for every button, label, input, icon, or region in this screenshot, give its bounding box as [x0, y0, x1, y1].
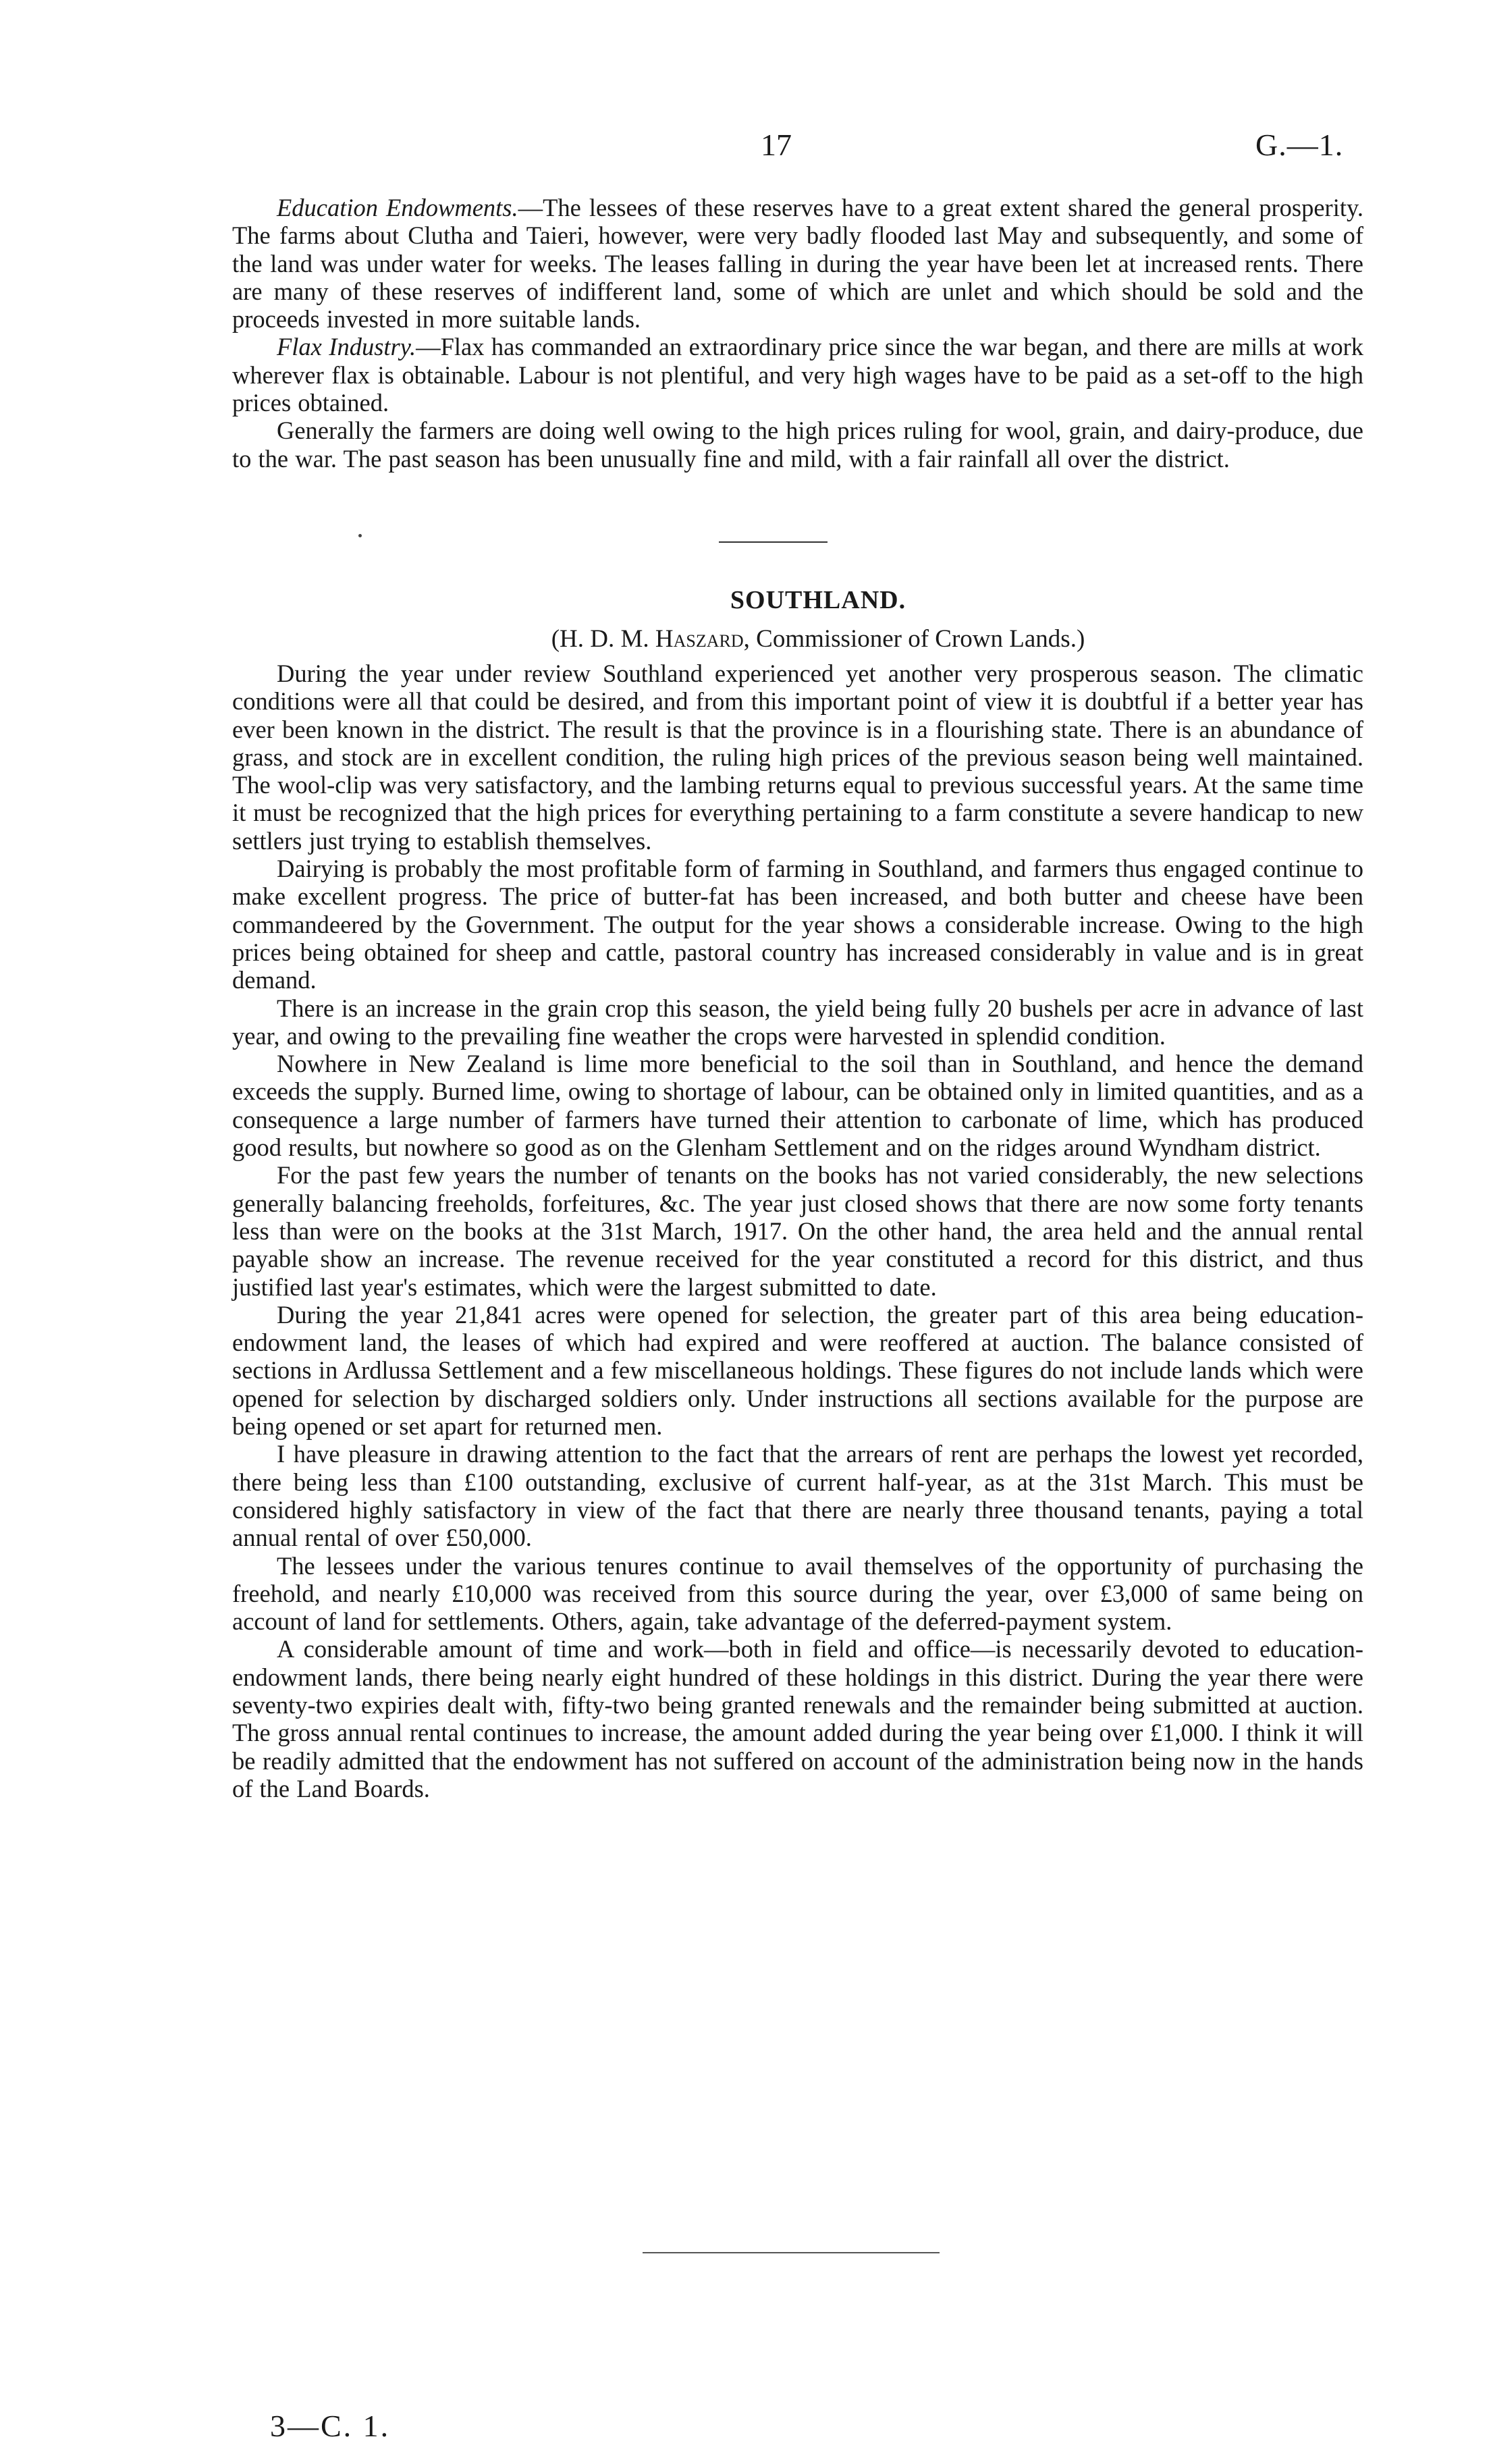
southland-section [232, 585, 1363, 1802]
paragraph-flax-industry [232, 333, 1363, 417]
paragraph-education-endowments [232, 194, 1363, 333]
paragraph-lime: Nowhere in New Zealand is lime more beneficial to the soil than in Southland, and hence the demand exceeds the supply. Burned lime, owing to shortage of labour, can be obtained only in limited quantities, and as a consequence a large number of farmers have turned their attention to carbonate of lime, which has produced good results, but nowhere so good as on the Glenham Settlement and on the ridges around Wyndham district. [232, 1050, 1363, 1162]
page-number: 17 [761, 128, 792, 162]
paragraph-text: —The lessees of these reserves have to a great extent shared the general prosperity. The farms about Clutha and Taieri, however, were very badly flooded last May and subsequently, and some of the land was under water for weeks. The leases falling in during the year have been let at increased rents. There are many of these reserves of indifferent land, some of which are unlet and which should be sold and the proceeds invested in more suitable lands. [232, 194, 1363, 333]
sheet-signature: 3—C. 1. [270, 2409, 391, 2443]
paragraph-text: —Flax has commanded an extraordinary price since the war began, and there are mills at work wherever flax is obtainable. Labour is not plentiful, and very high wages have to be paid as a set-off to the high prices obtained. [232, 333, 1363, 417]
paragraph-arrears: I have pleasure in drawing attention to the fact that the arrears of rent are perhaps the lowest yet recorded, there being less than £100 outstanding, exclusive of current half-year, as at the 31st March. This must be considered highly satisfactory in view of the fact that there are nearly three thousand tenants, paying a total annual rental of over £50,000. [232, 1440, 1363, 1552]
paragraph-freehold: The lessees under the various tenures continue to avail themselves of the opportunity of purchasing the freehold, and nearly £10,000 was received from this source during the year, over £3,000 of same being on account of land for settlements. Others, again, take advantage of the deferred-payment system. [232, 1551, 1363, 1636]
paragraph-text: Generally the farmers are doing well owing to the high prices ruling for wool, grain, and dairy-produce, due to the war. The past season has been unusually fine and mild, with a fair rainfall all over the district. [232, 417, 1363, 473]
section-divider [719, 541, 828, 543]
run-in-heading: Education Endowments. [277, 194, 518, 221]
stray-mark [358, 534, 362, 537]
document-reference: G.—1. [1255, 128, 1344, 162]
section-byline: (H. D. M. Haszard, Commissioner of Crown Lands.) [551, 625, 1085, 653]
paragraph-season-review: During the year under review Southland experienced yet another very prosperous season. The climatic conditions were all that could be desired, and from this important point of view it is doubtful if a better year has ever been known in the district. The result is that the province is in a flourishing state. There is an abundance of grass, and stock are in excellent condition, the ruling high prices of the previous season being well maintained. The wool-clip was very satisfactory, and the lambing returns equal to previous successful years. At the same time it must be recognized that the high prices for everything pertaining to a farm constitute a severe handicap to new settlers just trying to establish themselves. [232, 660, 1363, 855]
closing-rule [643, 2252, 940, 2253]
paragraph-grain-crop: There is an increase in the grain crop this season, the yield being fully 20 bushels per acre in advance of last year, and owing to the prevailing fine weather the crops were harvested in splendid condition. [232, 994, 1363, 1050]
paragraph-selection: During the year 21,841 acres were opened for selection, the greater part of this area being education-endowment land, the leases of which had expired and were reoffered at auction. The balance consisted of sections in Ardlussa Settlement and a few miscellaneous holdings. These figures do not include lands which were opened for selection by discharged soldiers only. Under instructions all sections available for the purpose are being opened or set apart for returned men. [232, 1300, 1363, 1441]
paragraph-tenants: For the past few years the number of tenants on the books has not varied considerably, the new selections generally balancing freeholds, forfeitures, &c. The year just closed shows that there are now some forty tenants less than were on the books at the 31st March, 1917. On the other hand, the area held and the annual rental payable show an increase. The revenue received for the year constituted a record for this district, and thus justified last year's estimates, which were the largest submitted to date. [232, 1161, 1363, 1301]
run-in-heading: Flax Industry. [277, 333, 416, 361]
paragraph-endowment-lands: A considerable amount of time and work—both in field and office—is necessarily devoted to education-endowment lands, there being nearly eight hundred of these holdings in this district. During the year there were seventy-two expiries dealt with, fifty-two being granted renewals and the remainder being submitted at auction. The gross annual rental continues to increase, the amount added during the year being over £1,000. I think it will be readily admitted that the endowment has not suffered on account of the administration being now in the hands of the Land Boards. [232, 1635, 1363, 1802]
commissioner-name: Haszard [655, 625, 744, 653]
otago-section [232, 194, 1363, 473]
paragraph-general-farming [232, 417, 1363, 473]
section-title: SOUTHLAND. [730, 586, 906, 614]
paragraph-dairying: Dairying is probably the most profitable form of farming in Southland, and farmers thus engaged continue to make excellent progress. The price of butter-fat has been increased, and both butter and cheese have been commandeered by the Government. The output for the year shows a considerable increase. Owing to the high prices being obtained for sheep and cattle, pastoral country has increased considerably in value and is in great demand. [232, 855, 1363, 994]
